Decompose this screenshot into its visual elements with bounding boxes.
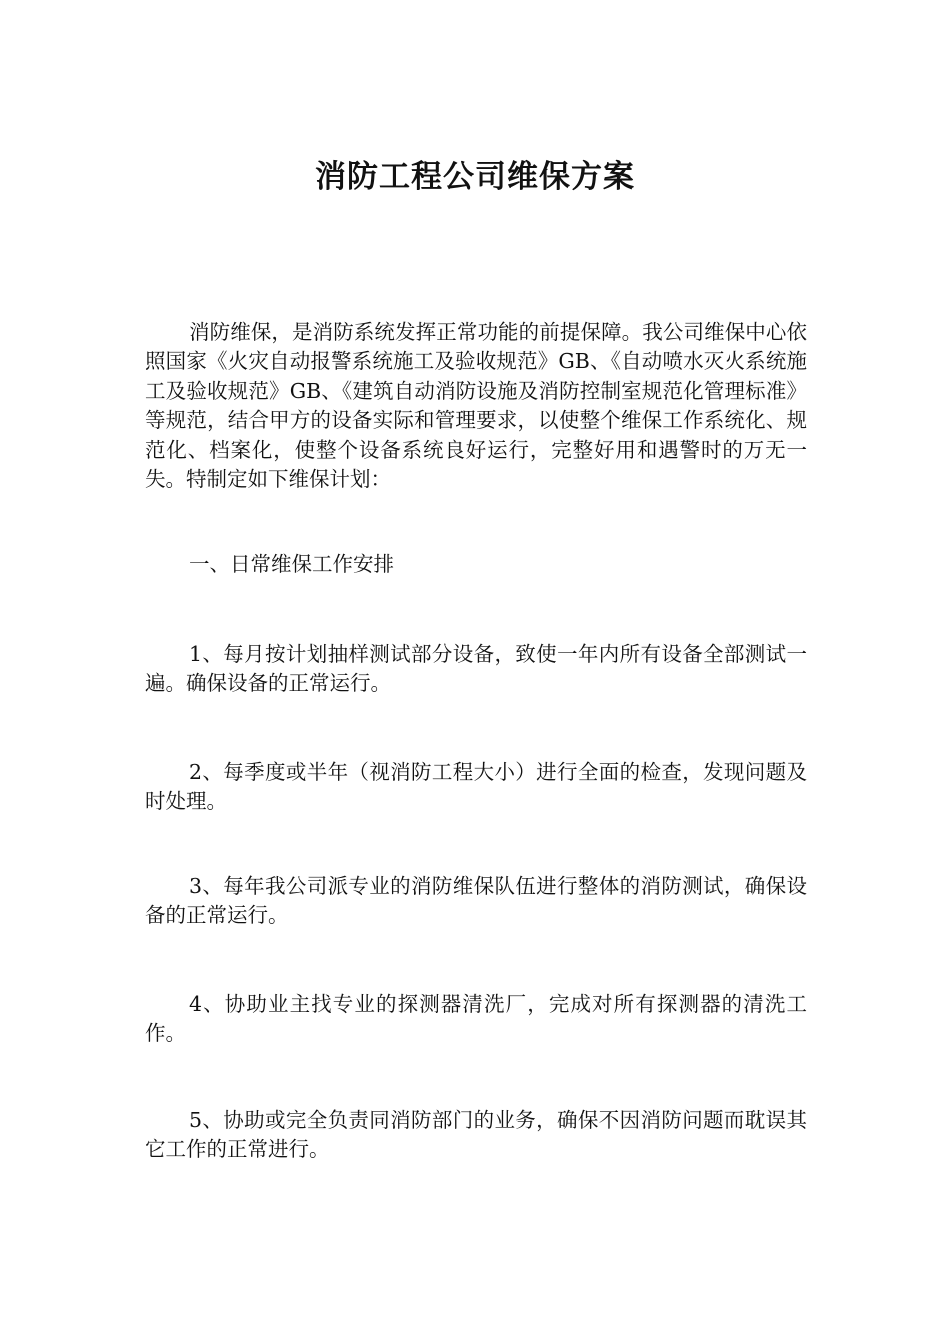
document-title: 消防工程公司维保方案 [315, 159, 635, 195]
list-item: 1、每月按计划抽样测试部分设备，致使一年内所有设备全部测试一遍。确保设备的正常运行。 [145, 642, 807, 696]
list-item: 5、协助或完全负责同消防部门的业务，确保不因消防问题而耽误其它工作的正常进行。 [145, 1108, 807, 1162]
intro-paragraph: 消防维保，是消防系统发挥正常功能的前提保障。我公司维保中心依照国家《火灾自动报警系统施工及验收规范》GB、《自动喷水灭火系统施工及验收规范》GB、《建筑自动消防设施及消防控制室规范化管理标准》等规范，结合甲方的设备实际和管理要求，以使整个维保工作系统化、规范化、档案化，使整个设备系统良好运行，完整好用和遇警时的万无一失。特制定如下维保计划： [145, 320, 807, 492]
list-item: 2、每季度或半年（视消防工程大小）进行全面的检查，发现问题及时处理。 [145, 760, 807, 814]
list-item: 4、协助业主找专业的探测器清洗厂，完成对所有探测器的清洗工作。 [145, 992, 807, 1046]
list-item: 3、每年我公司派专业的消防维保队伍进行整体的消防测试，确保设备的正常运行。 [145, 874, 807, 928]
section-heading: 一、日常维保工作安排 [189, 552, 394, 576]
